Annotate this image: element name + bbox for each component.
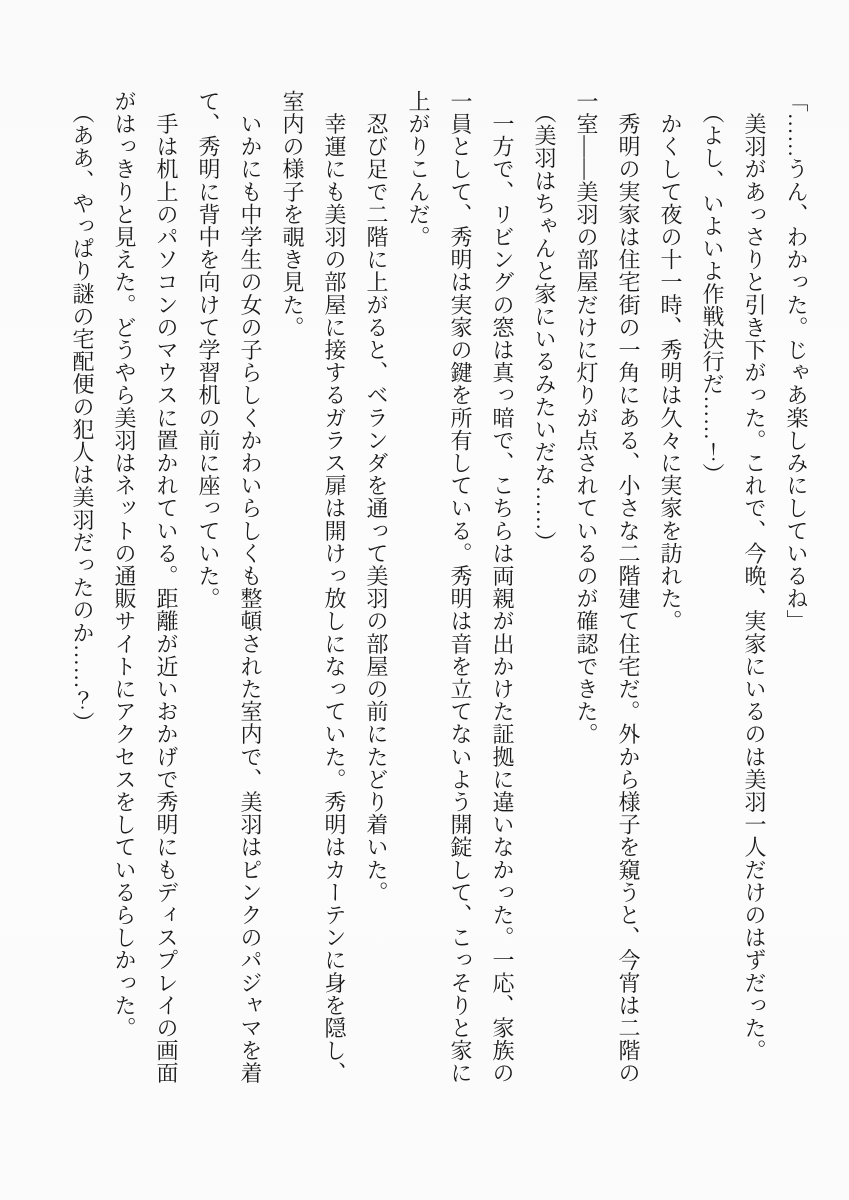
text-line: 忍び足で二階に上がると、ベランダを通って美羽の部屋の前にたどり着いた。 [364, 90, 389, 904]
text-line: 室内の様子を覗き見た。 [280, 90, 305, 339]
text-line: がはっきりと見えた。どうやら美羽はネットの通販サイトにアクセスをしているらしかった。 [112, 90, 137, 1040]
text-line: 手は机上のパソコンのマウスに置かれている。距離が近いおかげで秀明にもディスプレイの画面 [154, 90, 179, 1085]
text-line: 上がりこんだ。 [406, 90, 431, 249]
text-line: て、秀明に背中を向けて学習机の前に座っていた。 [196, 90, 221, 610]
text-line-thought: （ああ、やっぱり謎の宅配便の犯人は美羽だったのか……？） [70, 90, 95, 735]
vertical-text-block [61, 90, 817, 1100]
text-line: 美羽があっさりと引き下がった。これで、今晩、実家にいるのは美羽一人だけのはずだった。 [742, 90, 767, 1062]
text-line-thought: （美羽はちゃんと家にいるみたいだな……） [532, 90, 557, 554]
text-line-thought: （よし、いよいよ作戦決行だ……！） [700, 90, 725, 486]
text-line: かくして夜の十一時、秀明は久々に実家を訪れた。 [658, 90, 683, 633]
text-line: 一員として、秀明は実家の鍵を所有している。秀明は音を立てないよう開錠して、こっそりと家に [448, 90, 473, 1085]
text-line: 一室――美羽の部屋だけに灯りが点されているのが確認できた。 [574, 90, 599, 746]
text-line: 秀明の実家は住宅街の一角にある、小さな二階建て住宅だ。外から様子を窺うと、今宵は二階の [616, 90, 641, 1085]
text-line: 一方で、リビングの窓は真っ暗で、こちらは両親が出かけた証拠に違いなかった。一応、家族の [490, 90, 515, 1085]
text-line-dialogue: 「……うん、わかった。じゃあ楽しみにしているね」 [784, 90, 809, 633]
text-line: 幸運にも美羽の部屋に接するガラス扉は開けっ放しになっていた。秀明はカーテンに身を隠し、 [322, 90, 347, 1085]
text-line: いかにも中学生の女の子らしくかわいらしくも整頓された室内で、美羽はピンクのパジャマを着 [238, 90, 263, 1085]
